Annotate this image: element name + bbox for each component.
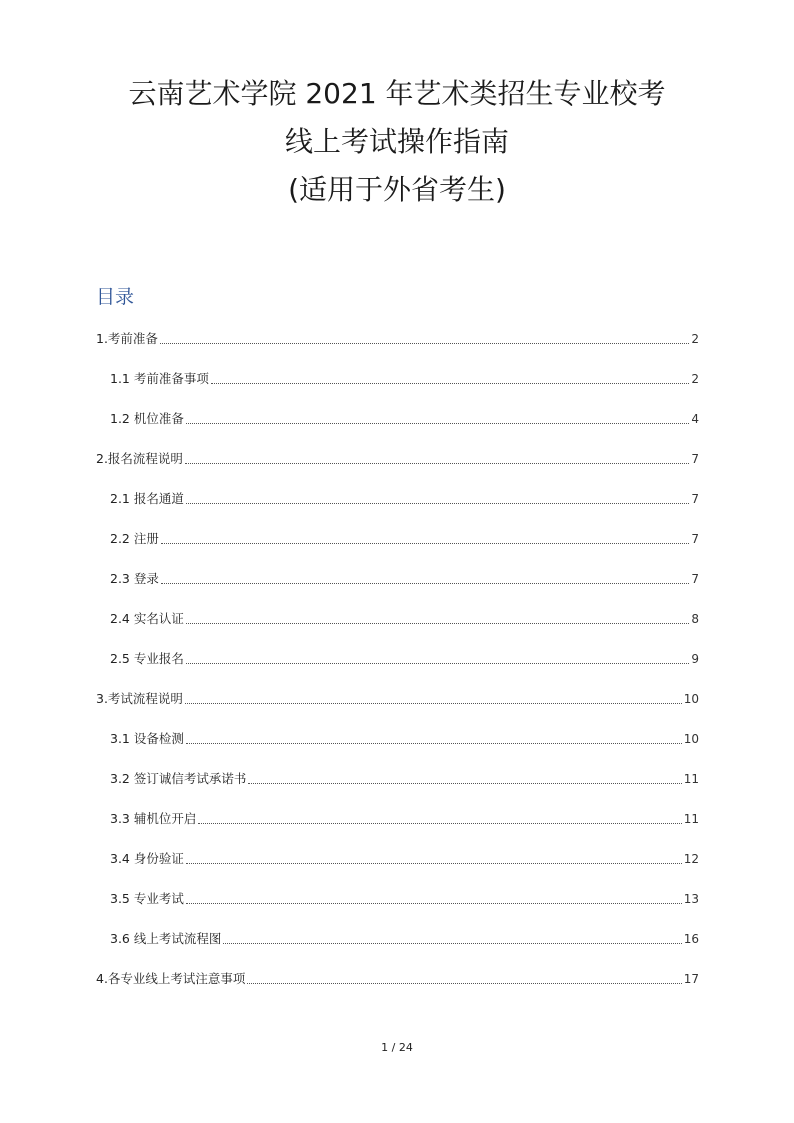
toc-entry-label: 3.6 线上考试流程图 — [110, 931, 222, 946]
title-line-1: 云南艺术学院 2021 年艺术类招生专业校考 — [128, 77, 666, 110]
toc-entry-label: 3.1 设备检测 — [110, 731, 184, 746]
toc-entry-label: 1.2 机位准备 — [110, 411, 184, 426]
toc-entry-label: 2.2 注册 — [110, 531, 159, 546]
toc-dot-leader — [185, 463, 689, 464]
toc-entry[interactable] — [96, 558, 699, 598]
toc-entry-page-number: 2 — [691, 372, 699, 386]
toc-entry-label: 2.3 登录 — [110, 571, 159, 586]
toc-dot-leader — [247, 983, 681, 984]
toc-entry[interactable] — [96, 438, 699, 478]
toc-entry-page-number: 7 — [691, 532, 699, 546]
toc-entry-page-number: 8 — [691, 612, 699, 626]
toc-entry-label: 4.各专业线上考试注意事项 — [96, 971, 246, 986]
toc-entry-label: 2.1 报名通道 — [110, 491, 184, 506]
toc-entry[interactable] — [96, 958, 699, 998]
toc-entry[interactable] — [96, 798, 699, 838]
toc-entry-page-number: 7 — [691, 452, 699, 466]
toc-dot-leader — [186, 663, 690, 664]
document-title — [0, 70, 794, 214]
toc-dot-leader — [186, 863, 682, 864]
toc-entry-label: 3.3 辅机位开启 — [110, 811, 197, 826]
toc-entry-page-number: 11 — [683, 812, 699, 826]
toc-entry[interactable] — [96, 718, 699, 758]
toc-entry[interactable] — [96, 918, 699, 958]
toc-entry[interactable] — [96, 478, 699, 518]
toc-entry-page-number: 10 — [683, 732, 699, 746]
toc-dot-leader — [161, 583, 690, 584]
toc-entry-label: 3.5 专业考试 — [110, 891, 184, 906]
toc-entry-page-number: 12 — [683, 852, 699, 866]
toc-entry[interactable] — [96, 318, 699, 358]
title-line-3: (适用于外省考生) — [288, 173, 506, 206]
toc-entry-label: 3.考试流程说明 — [96, 691, 183, 706]
toc-entry[interactable] — [96, 598, 699, 638]
toc-dot-leader — [248, 783, 681, 784]
toc-entry-page-number: 16 — [683, 932, 699, 946]
toc-entry-label: 2.报名流程说明 — [96, 451, 183, 466]
toc-entry-label: 2.5 专业报名 — [110, 651, 184, 666]
toc-entry-label: 1.考前准备 — [96, 331, 158, 346]
toc-dot-leader — [185, 703, 682, 704]
toc-heading: 目录 — [96, 286, 135, 308]
toc-entry[interactable] — [96, 758, 699, 798]
toc-dot-leader — [161, 543, 690, 544]
toc-entry[interactable] — [96, 878, 699, 918]
toc-entry-page-number: 11 — [683, 772, 699, 786]
toc-entry[interactable] — [96, 638, 699, 678]
toc-entry-label: 1.1 考前准备事项 — [110, 371, 209, 386]
toc-dot-leader — [223, 943, 681, 944]
toc-dot-leader — [186, 623, 690, 624]
title-line-2: 线上考试操作指南 — [284, 125, 509, 158]
toc-entry[interactable] — [96, 358, 699, 398]
toc-entry[interactable] — [96, 518, 699, 558]
toc-dot-leader — [186, 503, 690, 504]
toc-entry-page-number: 2 — [691, 332, 699, 346]
toc-entry-page-number: 7 — [691, 492, 699, 506]
toc-entry-page-number: 10 — [683, 692, 699, 706]
toc-entry[interactable] — [96, 678, 699, 718]
toc-entry[interactable] — [96, 398, 699, 438]
toc-dot-leader — [186, 903, 682, 904]
toc-entry-page-number: 13 — [683, 892, 699, 906]
toc-dot-leader — [211, 383, 690, 384]
toc-entry-page-number: 4 — [691, 412, 699, 426]
toc-entry-label: 3.2 签订诚信考试承诺书 — [110, 771, 247, 786]
toc-entry-label: 3.4 身份验证 — [110, 851, 184, 866]
toc-dot-leader — [160, 343, 689, 344]
toc-entry-page-number: 9 — [691, 652, 699, 666]
table-of-contents — [96, 318, 699, 998]
toc-dot-leader — [186, 743, 682, 744]
toc-entry-page-number: 17 — [683, 972, 699, 986]
page-indicator: 1 / 24 — [381, 1041, 413, 1054]
toc-entry-label: 2.4 实名认证 — [110, 611, 184, 626]
toc-dot-leader — [198, 823, 681, 824]
toc-dot-leader — [186, 423, 690, 424]
toc-entry-page-number: 7 — [691, 572, 699, 586]
toc-entry[interactable] — [96, 838, 699, 878]
